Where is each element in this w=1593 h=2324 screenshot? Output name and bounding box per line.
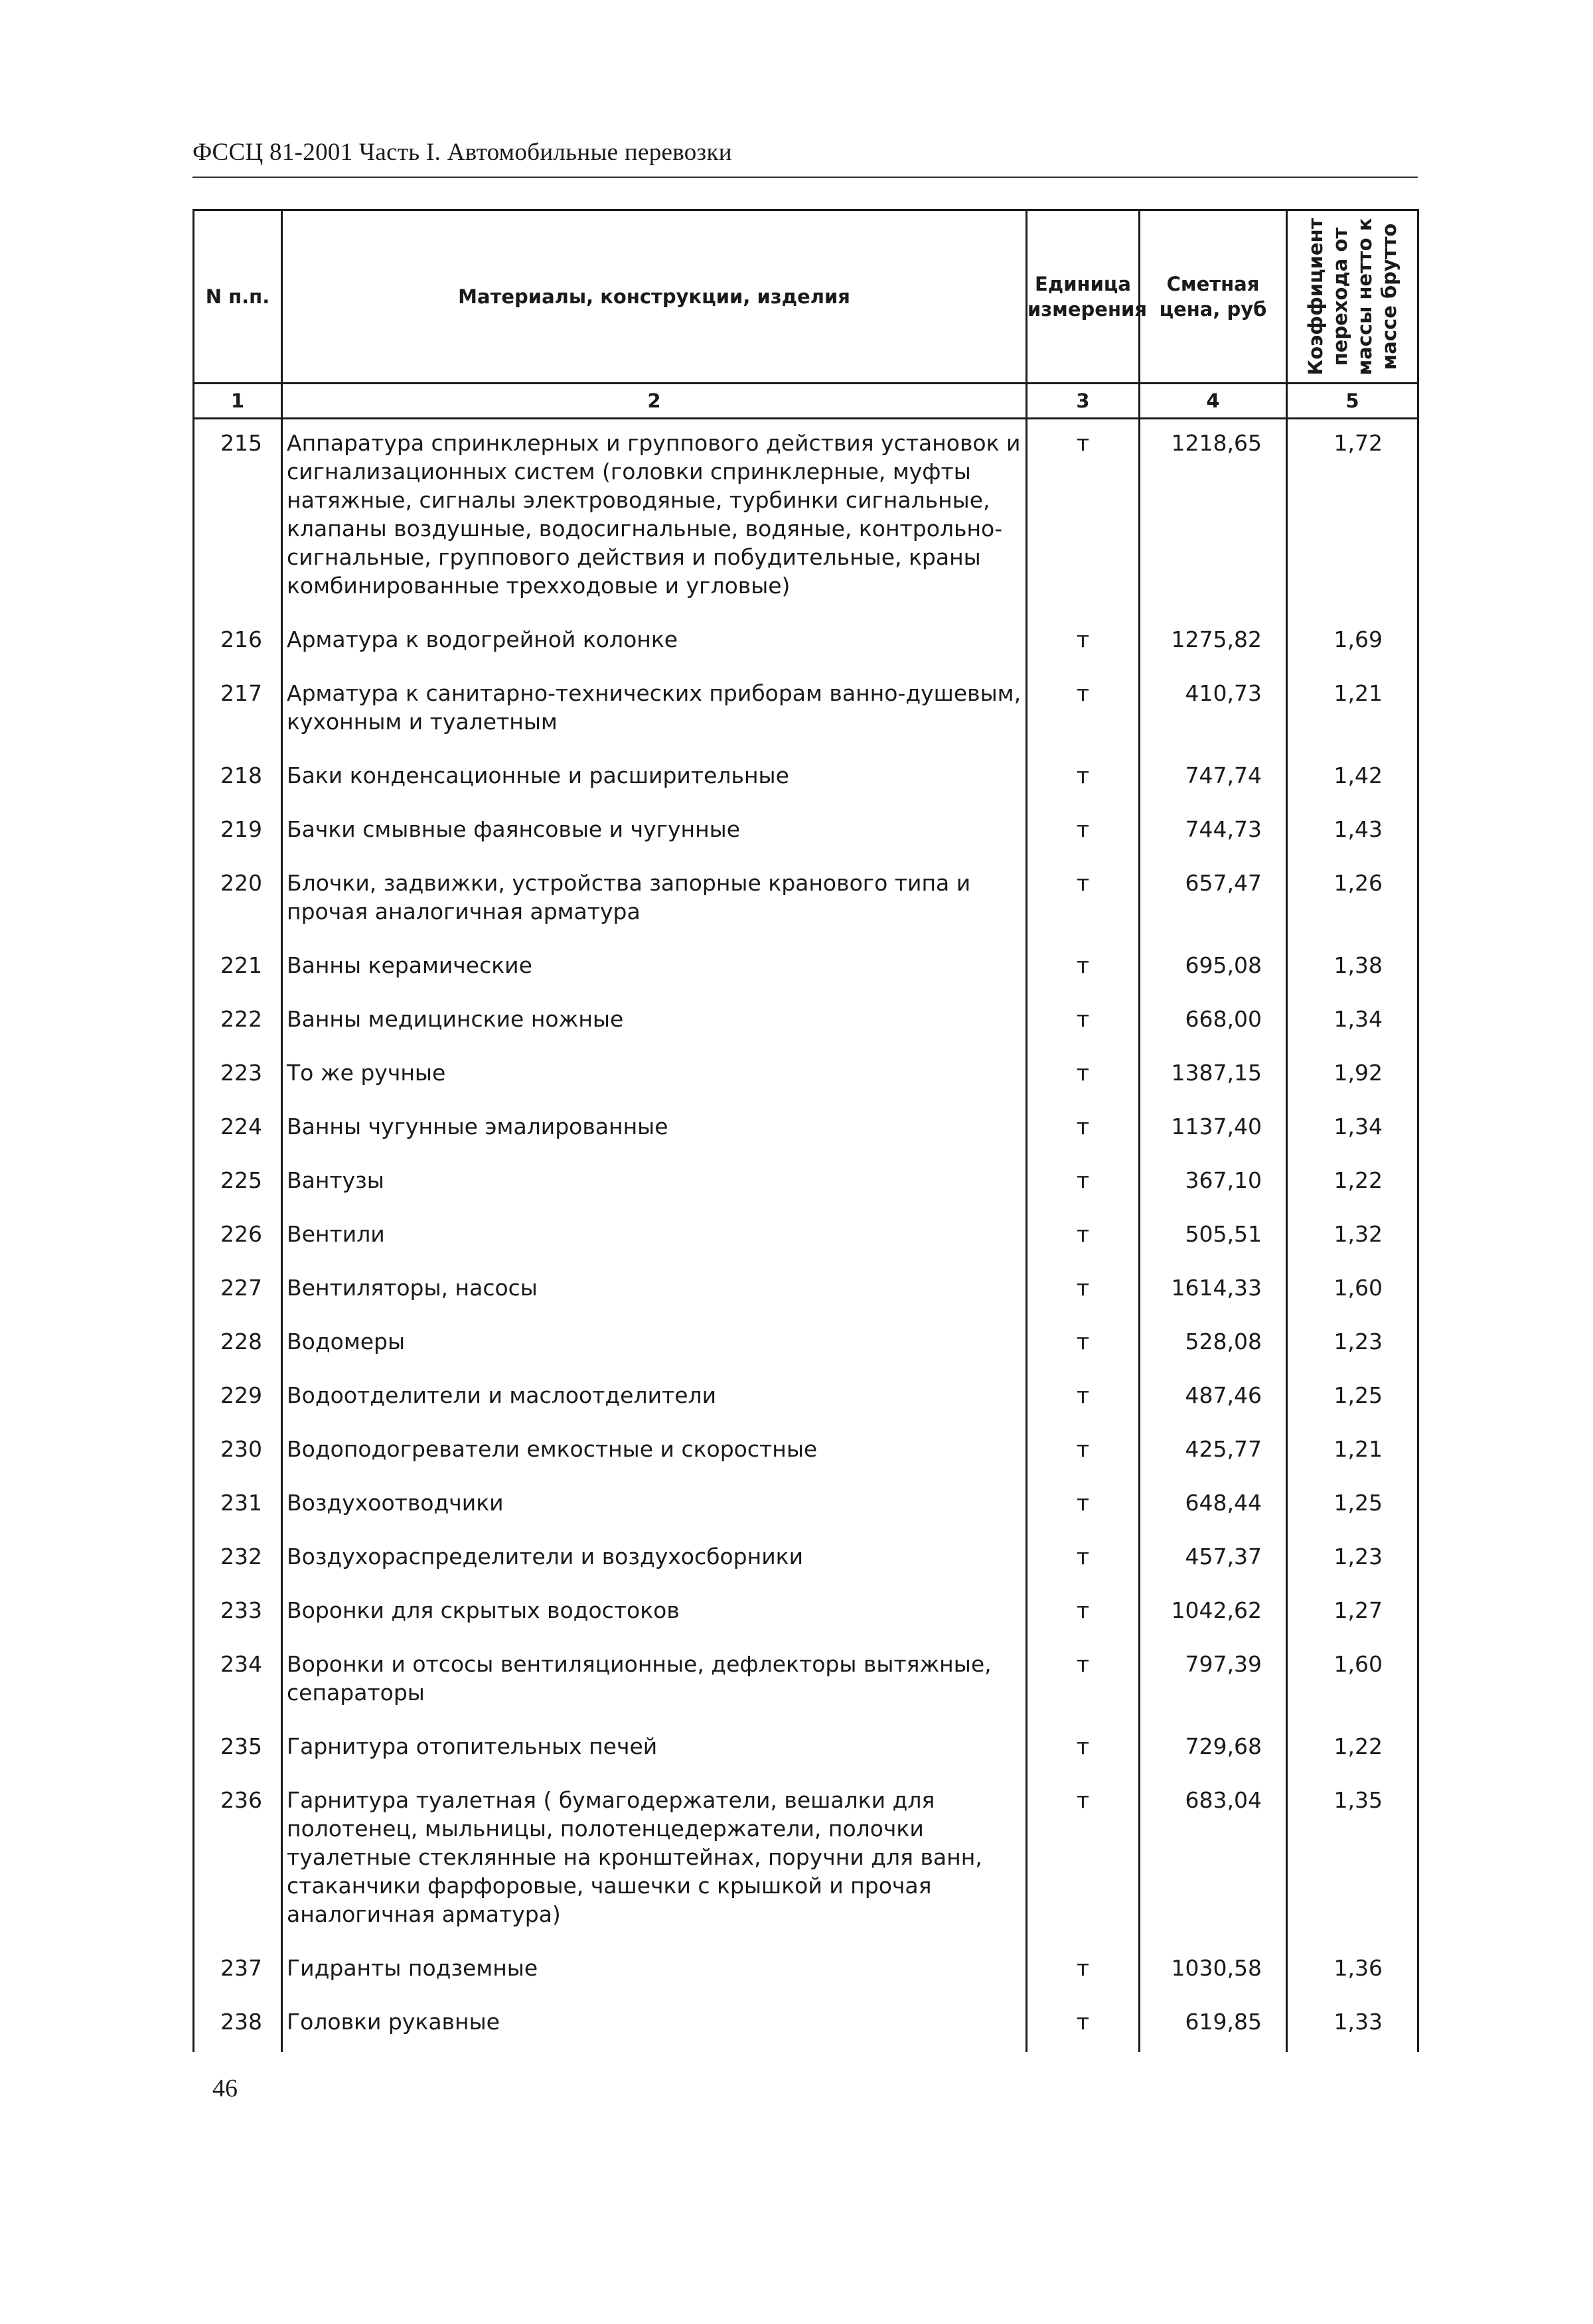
row-name: Головки рукавные: [282, 1998, 1027, 2052]
table-row: [194, 1318, 1418, 1372]
col-number: 2: [282, 384, 1027, 419]
row-number: 223: [194, 1049, 282, 1103]
page-header: ФССЦ 81-2001 Часть I. Автомобильные перевозки: [192, 139, 732, 166]
header-price: Сметная цена, руб: [1140, 210, 1287, 384]
row-unit: т: [1027, 859, 1140, 942]
row-price: 528,08: [1140, 1318, 1287, 1372]
row-price: 1137,40: [1140, 1103, 1287, 1157]
row-number: 236: [194, 1777, 282, 1944]
row-name: Вантузы: [282, 1157, 1027, 1210]
row-number: 230: [194, 1425, 282, 1479]
table-row: [194, 1998, 1418, 2052]
row-price: 457,37: [1140, 1533, 1287, 1587]
row-name: Арматура к санитарно-технических приборам ванно-душевым, кухонным и туалетным: [282, 670, 1027, 752]
row-unit: т: [1027, 995, 1140, 1049]
row-name: Вентили: [282, 1210, 1027, 1264]
page-number: 46: [212, 2074, 238, 2102]
row-number: 234: [194, 1640, 282, 1723]
row-coefficient: 1,34: [1287, 995, 1418, 1049]
row-unit: т: [1027, 1103, 1140, 1157]
row-unit: т: [1027, 1777, 1140, 1944]
row-coefficient: 1,38: [1287, 942, 1418, 995]
header-coef: [1287, 210, 1418, 384]
header-divider: [192, 177, 1418, 178]
row-coefficient: 1,92: [1287, 1049, 1418, 1103]
row-number: 231: [194, 1479, 282, 1533]
row-name: Воронки для скрытых водостоков: [282, 1587, 1027, 1640]
row-number: 228: [194, 1318, 282, 1372]
row-unit: т: [1027, 1425, 1140, 1479]
row-unit: т: [1027, 1372, 1140, 1425]
row-number: 232: [194, 1533, 282, 1587]
row-unit: т: [1027, 1049, 1140, 1103]
row-coefficient: 1,32: [1287, 1210, 1418, 1264]
table-row: [194, 806, 1418, 859]
row-price: 619,85: [1140, 1998, 1287, 2052]
col-number: 3: [1027, 384, 1140, 419]
table-row: [194, 1587, 1418, 1640]
table-row: [194, 1157, 1418, 1210]
row-coefficient: 1,69: [1287, 616, 1418, 670]
row-number: 216: [194, 616, 282, 670]
table-row: [194, 1210, 1418, 1264]
row-coefficient: 1,60: [1287, 1640, 1418, 1723]
row-coefficient: 1,72: [1287, 419, 1418, 617]
row-price: 1614,33: [1140, 1264, 1287, 1318]
row-number: 229: [194, 1372, 282, 1425]
row-coefficient: 1,36: [1287, 1944, 1418, 1998]
row-name: Вентиляторы, насосы: [282, 1264, 1027, 1318]
row-name: Блочки, задвижки, устройства запорные кранового типа и прочая аналогичная арматура: [282, 859, 1027, 942]
row-price: 683,04: [1140, 1777, 1287, 1944]
row-coefficient: 1,25: [1287, 1479, 1418, 1533]
table-row: [194, 419, 1418, 617]
row-name: Воздухоотводчики: [282, 1479, 1027, 1533]
row-price: 1042,62: [1140, 1587, 1287, 1640]
row-number: 227: [194, 1264, 282, 1318]
row-unit: т: [1027, 1264, 1140, 1318]
row-unit: т: [1027, 1533, 1140, 1587]
row-price: 797,39: [1140, 1640, 1287, 1723]
row-name: Гидранты подземные: [282, 1944, 1027, 1998]
row-name: Аппаратура спринклерных и группового действия установок и сигнализационных систем (головки спринклерные, муфты натяжные, сигналы электроводяные, турбинки сигнальные, клапаны воздушные, водосигнальные, водяные, контрольно-сигнальные, группового действия и побудительные, краны комбинированные трехходовые и угловые): [282, 419, 1027, 617]
row-name: Ванны керамические: [282, 942, 1027, 995]
row-unit: т: [1027, 1587, 1140, 1640]
table-row: [194, 1640, 1418, 1723]
row-unit: т: [1027, 1944, 1140, 1998]
row-unit: т: [1027, 1157, 1140, 1210]
table-row: [194, 1944, 1418, 1998]
row-price: 1030,58: [1140, 1944, 1287, 1998]
row-price: 657,47: [1140, 859, 1287, 942]
table-row: [194, 670, 1418, 752]
row-price: 410,73: [1140, 670, 1287, 752]
row-number: 220: [194, 859, 282, 942]
row-name: Гарнитура отопительных печей: [282, 1723, 1027, 1777]
row-price: 648,44: [1140, 1479, 1287, 1533]
row-unit: т: [1027, 942, 1140, 995]
row-coefficient: 1,60: [1287, 1264, 1418, 1318]
row-name: Гарнитура туалетная ( бумагодержатели, вешалки для полотенец, мыльницы, полотенцедержатели, полочки туалетные стеклянные на кронштейнах, поручни для ванн, стаканчики фарфоровые, чашечки с крышкой и прочая аналогичная арматура): [282, 1777, 1027, 1944]
row-unit: т: [1027, 752, 1140, 806]
row-name: Бачки смывные фаянсовые и чугунные: [282, 806, 1027, 859]
row-price: 1275,82: [1140, 616, 1287, 670]
table-row: [194, 1533, 1418, 1587]
row-coefficient: 1,22: [1287, 1723, 1418, 1777]
row-unit: т: [1027, 1640, 1140, 1723]
header-name: Материалы, конструкции, изделия: [282, 210, 1027, 384]
row-number: 238: [194, 1998, 282, 2052]
table-row: [194, 1264, 1418, 1318]
row-price: 729,68: [1140, 1723, 1287, 1777]
row-price: 505,51: [1140, 1210, 1287, 1264]
row-name: Баки конденсационные и расширительные: [282, 752, 1027, 806]
row-coefficient: 1,21: [1287, 670, 1418, 752]
row-unit: т: [1027, 1318, 1140, 1372]
table-row: [194, 1425, 1418, 1479]
table-row: [194, 1479, 1418, 1533]
row-price: 487,46: [1140, 1372, 1287, 1425]
table-row: [194, 1372, 1418, 1425]
row-name: Водоотделители и маслоотделители: [282, 1372, 1027, 1425]
row-unit: т: [1027, 1723, 1140, 1777]
row-price: 425,77: [1140, 1425, 1287, 1479]
row-number: 218: [194, 752, 282, 806]
table-row: [194, 859, 1418, 942]
row-coefficient: 1,35: [1287, 1777, 1418, 1944]
col-number: 1: [194, 384, 282, 419]
row-price: 1387,15: [1140, 1049, 1287, 1103]
row-coefficient: 1,34: [1287, 1103, 1418, 1157]
row-number: 217: [194, 670, 282, 752]
row-unit: т: [1027, 616, 1140, 670]
table-row: [194, 942, 1418, 995]
col-number: 4: [1140, 384, 1287, 419]
row-price: 1218,65: [1140, 419, 1287, 617]
row-price: 744,73: [1140, 806, 1287, 859]
row-number: 233: [194, 1587, 282, 1640]
row-name: Водомеры: [282, 1318, 1027, 1372]
materials-price-table: [192, 209, 1419, 2052]
table-header-row: [194, 210, 1418, 384]
row-coefficient: 1,26: [1287, 859, 1418, 942]
col-number: 5: [1287, 384, 1418, 419]
row-unit: т: [1027, 1479, 1140, 1533]
row-number: 219: [194, 806, 282, 859]
row-number: 226: [194, 1210, 282, 1264]
table-row: [194, 616, 1418, 670]
row-coefficient: 1,23: [1287, 1533, 1418, 1587]
row-coefficient: 1,23: [1287, 1318, 1418, 1372]
table-row: [194, 995, 1418, 1049]
row-number: 225: [194, 1157, 282, 1210]
row-coefficient: 1,25: [1287, 1372, 1418, 1425]
row-unit: т: [1027, 1998, 1140, 2052]
row-number: 224: [194, 1103, 282, 1157]
row-price: 668,00: [1140, 995, 1287, 1049]
row-number: 215: [194, 419, 282, 617]
row-price: 747,74: [1140, 752, 1287, 806]
header-num: N п.п.: [194, 210, 282, 384]
row-coefficient: 1,21: [1287, 1425, 1418, 1479]
row-number: 222: [194, 995, 282, 1049]
row-coefficient: 1,22: [1287, 1157, 1418, 1210]
table-row: [194, 1723, 1418, 1777]
row-name: Воздухораспределители и воздухосборники: [282, 1533, 1027, 1587]
row-coefficient: 1,33: [1287, 1998, 1418, 2052]
column-number-row: [194, 384, 1418, 419]
row-coefficient: 1,42: [1287, 752, 1418, 806]
row-unit: т: [1027, 419, 1140, 617]
row-name: Водоподогреватели емкостные и скоростные: [282, 1425, 1027, 1479]
row-unit: т: [1027, 670, 1140, 752]
row-unit: т: [1027, 806, 1140, 859]
table-row: [194, 1777, 1418, 1944]
row-price: 695,08: [1140, 942, 1287, 995]
row-name: То же ручные: [282, 1049, 1027, 1103]
table-row: [194, 1049, 1418, 1103]
row-coefficient: 1,43: [1287, 806, 1418, 859]
row-name: Воронки и отсосы вентиляционные, дефлекторы вытяжные, сепараторы: [282, 1640, 1027, 1723]
row-price: 367,10: [1140, 1157, 1287, 1210]
header-coef-text: Коэффициент перехода от массы нетто к массе брутто: [1304, 218, 1401, 376]
row-number: 237: [194, 1944, 282, 1998]
row-coefficient: 1,27: [1287, 1587, 1418, 1640]
table-row: [194, 1103, 1418, 1157]
row-name: Арматура к водогрейной колонке: [282, 616, 1027, 670]
row-unit: т: [1027, 1210, 1140, 1264]
row-name: Ванны медицинские ножные: [282, 995, 1027, 1049]
row-number: 221: [194, 942, 282, 995]
row-name: Ванны чугунные эмалированные: [282, 1103, 1027, 1157]
table-row: [194, 752, 1418, 806]
header-unit: Единица измерения: [1027, 210, 1140, 384]
row-number: 235: [194, 1723, 282, 1777]
